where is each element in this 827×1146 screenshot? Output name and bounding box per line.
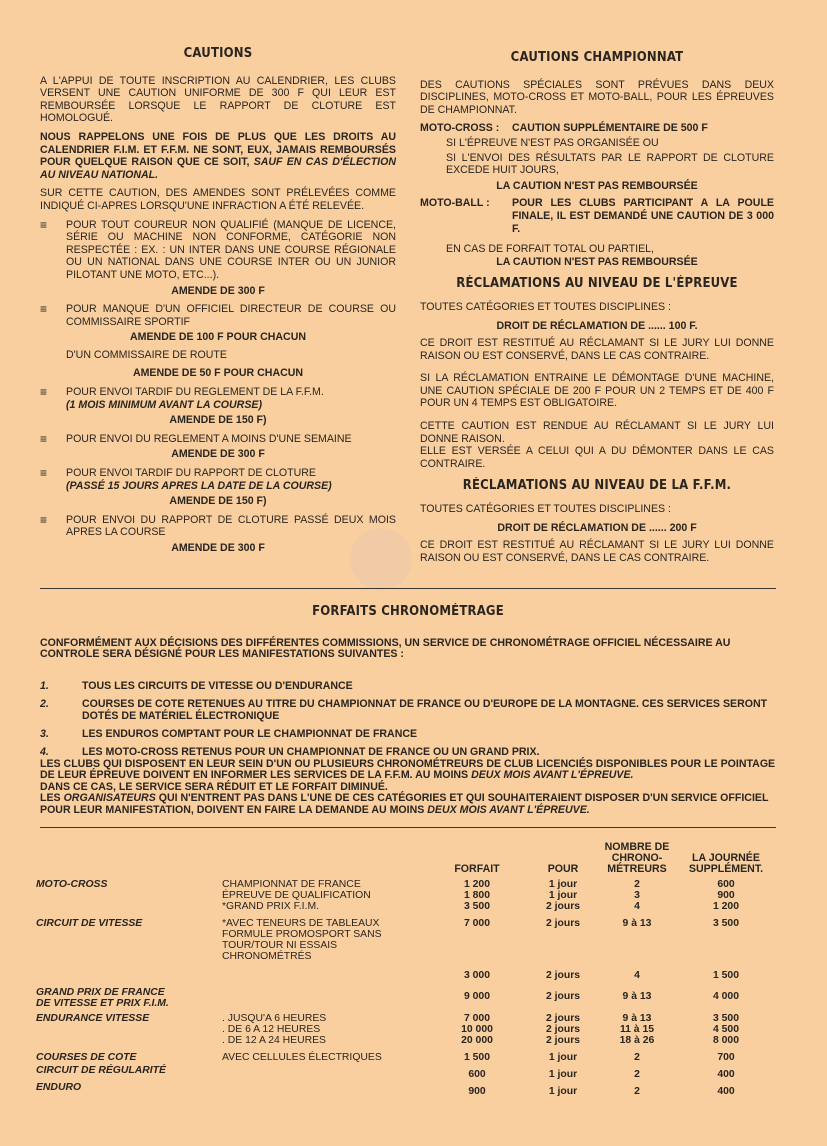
fine-amount: AMENDE DE 150 F) — [169, 495, 267, 508]
bullet-icon: ≡ — [40, 431, 48, 446]
row-journee: 1 500 — [712, 970, 739, 981]
forfaits-title: FORFAITS CHRONOMÉTRAGE — [312, 604, 504, 619]
moto-cross-condition: SI L'ÉPREUVE N'EST PAS ORGANISÉE OU — [446, 136, 659, 149]
row-forfait: 1 500 — [463, 1052, 490, 1063]
fine-item: ≡ POUR ENVOI DU REGLEMENT A MOINS D'UNE SEMAINE — [40, 431, 352, 446]
row-nombre: 2 — [634, 1069, 640, 1080]
header-journee: LA JOURNÉE SUPPLÉMENT. — [688, 852, 764, 875]
cautions-intro: A L'APPUI DE TOUTE INSCRIPTION AU CALENDRIER, LES CLUBS VERSENT UNE CAUTION UNIFORME DE 300 F QUI LEUR EST REMBOURSÉE LORSQUE LE RAPPORT DE CLOTURE EST HOMOLOGUÉ. — [40, 74, 396, 125]
row-description: . JUSQU'A 6 HEURES . DE 6 A 12 HEURES . DE 12 A 24 HEURES — [222, 1013, 327, 1046]
fine-item: ≡ POUR TOUT COUREUR NON QUALIFIÉ (MANQUE DE LICENCE, SÉRIE OU MACHINE NON CONFORME, CATÉGORIE NON RESPECTÉE : EX. : UN INTER DANS UNE COURSE RÉGIONALE OU UN NATIONAL DANS UNE COURSE INTER OU UN JUNIOR PILOTANT UNE MOTO, ETC...). — [40, 217, 396, 281]
row-category: CIRCUIT DE VITESSE — [36, 918, 143, 929]
reclamations-epreuve-title: RÉCLAMATIONS AU NIVEAU DE L'ÉPREUVE — [456, 276, 738, 292]
reclamations-text: CETTE CAUTION EST RENDUE AU RÉCLAMANT SI LE JURY LUI DONNE RAISON. — [420, 420, 774, 445]
row-category: COURSES DE COTE — [36, 1052, 137, 1063]
row-nombre: 2 3 4 — [634, 879, 640, 912]
table-row — [36, 1046, 780, 1063]
reclamations-text: TOUTES CATÉGORIES ET TOUTES DISCIPLINES : — [420, 503, 671, 516]
fine-amount: AMENDE DE 300 F — [171, 284, 265, 297]
row-nombre: 4 — [634, 970, 640, 981]
reclamation-fee: DROIT DE RÉCLAMATION DE ...... 100 F. — [496, 319, 698, 332]
moto-cross-row: MOTO-CROSS : CAUTION SUPPLÉMENTAIRE DE 500 F — [420, 122, 708, 135]
fees-table — [36, 842, 780, 1097]
row-description — [222, 981, 430, 1009]
row-description: CHAMPIONNAT DE FRANCE ÉPREUVE DE QUALIFICATION *GRAND PRIX F.I.M. — [222, 879, 371, 912]
table-row — [36, 981, 780, 1009]
fine-item: ≡ POUR ENVOI TARDIF DU RAPPORT DE CLOTURE (PASSÉ 15 JOURS APRES LA DATE DE LA COURSE) — [40, 466, 332, 492]
row-category: CIRCUIT DE RÉGULARITÉ — [36, 1065, 166, 1076]
row-journee: 4 000 — [712, 991, 739, 1002]
row-description: AVEC CELLULES ÉLECTRIQUES — [222, 1052, 382, 1063]
row-journee: 400 — [717, 1086, 735, 1097]
header-forfait: FORFAIT — [454, 863, 500, 875]
header-nombre: NOMBRE DE CHRONO-MÉTREURS — [604, 841, 670, 875]
row-category: GRAND PRIX DE FRANCE DE VITESSE ET PRIX F.I.M. — [36, 987, 169, 1009]
row-description — [222, 1080, 430, 1097]
reclamations-text: SI LA RÉCLAMATION ENTRAINE LE DÉMONTAGE D'UNE MACHINE, UNE CAUTION SPÉCIALE DE 200 F POUR UN 2 TEMPS ET DE 400 F POUR UN 4 TEMPS EST OBLIGATOIRE. — [420, 372, 774, 410]
table-row — [36, 962, 780, 981]
row-pour: 2 jours — [545, 991, 581, 1002]
row-description: *AVEC TENEURS DE TABLEAUX FORMULE PROMOSPORT SANS TOUR/TOUR NI ESSAIS CHRONOMÉTRÉS — [222, 918, 382, 962]
bullet-icon: ≡ — [40, 302, 48, 317]
row-journee: 3 500 4 500 8 000 — [712, 1013, 739, 1046]
list-item: 1. TOUS LES CIRCUITS DE VITESSE OU D'ENDURANCE — [40, 680, 353, 692]
row-category: ENDURANCE VITESSE — [36, 1013, 150, 1024]
row-pour: 1 jour 1 jour 2 jours — [545, 879, 581, 912]
bullet-icon: ≡ — [40, 385, 48, 400]
reclamations-text: ELLE EST VERSÉE A CELUI QUI A DU DÉMONTER DANS LE CAS CONTRAIRE. — [420, 445, 774, 470]
row-nombre: 2 — [634, 1086, 640, 1097]
championnat-intro: DES CAUTIONS SPÉCIALES SONT PRÉVUES DANS DEUX DISCIPLINES, MOTO-CROSS ET MOTO-BALL, POUR LES ÉPREUVES DE CHAMPIONNAT. — [420, 78, 774, 116]
row-nombre: 9 à 13 — [622, 918, 652, 929]
row-category — [36, 962, 222, 981]
forfait-note-bold: LA CAUTION N'EST PAS REMBOURSÉE — [496, 255, 698, 268]
fine-amount: AMENDE DE 300 F — [171, 448, 265, 461]
row-pour: 2 jours — [545, 918, 581, 929]
row-forfait: 7 000 10 000 20 000 — [461, 1013, 493, 1046]
reclamations-text: CE DROIT EST RESTITUÉ AU RÉCLAMANT SI LE JURY LUI DONNE RAISON OU EST CONSERVÉ, DANS LE CAS CONTRAIRE. — [420, 539, 774, 564]
row-nombre: 9 à 13 — [622, 991, 652, 1002]
cautions-title: CAUTIONS — [183, 46, 253, 61]
moto-cross-note: LA CAUTION N'EST PAS REMBOURSÉE — [496, 179, 698, 192]
reclamations-text: TOUTES CATÉGORIES ET TOUTES DISCIPLINES : — [420, 300, 671, 313]
forfait-note: EN CAS DE FORFAIT TOTAL OU PARTIEL, — [446, 243, 654, 256]
row-journee: 700 — [717, 1052, 735, 1063]
moto-ball-row: MOTO-BALL : POUR LES CLUBS PARTICIPANT A LA POULE FINALE, IL EST DEMANDÉ UNE CAUTION DE 3 000 F. — [420, 197, 774, 235]
divider — [40, 588, 776, 589]
list-item: 3. LES ENDUROS COMPTANT POUR LE CHAMPIONNAT DE FRANCE — [40, 728, 418, 740]
moto-cross-condition: SI L'ENVOI DES RÉSULTATS PAR LE RAPPORT DE CLOTURE EXCEDE HUIT JOURS, — [446, 151, 774, 177]
table-header-row — [36, 842, 780, 879]
table-row — [36, 912, 780, 962]
reclamations-ffm-title: RÉCLAMATIONS AU NIVEAU DE LA F.F.M. — [462, 478, 732, 494]
fine-amount: AMENDE DE 150 F) — [169, 414, 267, 427]
row-forfait: 7 000 — [463, 918, 490, 929]
cautions-amendes-intro: SUR CETTE CAUTION, DES AMENDES SONT PRÉLEVÉES COMME INDIQUÉ CI-APRES LORSQU'UNE INFRACTION A ÉTÉ RELEVÉE. — [40, 187, 396, 212]
row-forfait: 9 000 — [463, 991, 490, 1002]
row-pour: 1 jour — [548, 1086, 578, 1097]
row-category: MOTO-CROSS — [36, 879, 108, 890]
fine-amount: AMENDE DE 100 F POUR CHACUN — [130, 331, 306, 344]
list-item: 4. LES MOTO-CROSS RETENUS POUR UN CHAMPIONNAT DE FRANCE OU UN GRAND PRIX. — [40, 746, 540, 758]
fine-item: ≡ POUR MANQUE D'UN OFFICIEL DIRECTEUR DE COURSE OU COMMISSAIRE SPORTIF — [40, 302, 396, 328]
row-description — [222, 962, 430, 981]
row-pour: 2 jours — [545, 970, 581, 981]
table-row — [36, 1009, 780, 1046]
fine-item: ≡ POUR ENVOI DU RAPPORT DE CLOTURE PASSÉ DEUX MOIS APRES LA COURSE — [40, 512, 396, 539]
fine-item-text: D'UN COMMISSAIRE DE ROUTE — [66, 348, 227, 361]
row-forfait: 1 200 1 800 3 500 — [463, 879, 490, 912]
fine-amount: AMENDE DE 300 F — [171, 542, 265, 554]
reclamation-fee: DROIT DE RÉCLAMATION DE ...... 200 F — [497, 521, 697, 534]
table-row — [36, 1080, 780, 1097]
cautions-championnat-section — [420, 52, 774, 570]
divider — [40, 827, 776, 828]
forfaits-intro: CONFORMÉMENT AUX DÉCISIONS DES DIFFÉRENTES COMMISSIONS, UN SERVICE DE CHRONOMÉTRAGE OFFICIEL NÉCESSAIRE AU CONTROLE SERA DÉSIGNÉ POUR LES MANIFESTATIONS SUIVANTES : — [40, 637, 731, 661]
row-forfait: 600 — [468, 1069, 486, 1080]
table-row — [36, 879, 780, 912]
row-journee: 600 900 1 200 — [712, 879, 739, 912]
row-nombre: 9 à 13 11 à 15 18 à 26 — [619, 1013, 655, 1046]
bullet-icon: ≡ — [40, 466, 48, 481]
row-pour: 1 jour — [548, 1052, 578, 1063]
bullet-icon: ≡ — [40, 217, 48, 232]
row-forfait: 3 000 — [463, 970, 490, 981]
cautions-section — [40, 48, 396, 560]
fine-amount: AMENDE DE 50 F POUR CHACUN — [132, 367, 304, 380]
row-pour: 1 jour — [548, 1069, 578, 1080]
row-journee: 3 500 — [712, 918, 739, 929]
championnat-title: CAUTIONS CHAMPIONNAT — [510, 50, 684, 65]
bullet-icon: ≡ — [40, 512, 48, 527]
reclamations-text: CE DROIT EST RESTITUÉ AU RÉCLAMANT SI LE JURY LUI DONNE RAISON OU EST CONSERVÉ, DANS LE CAS CONTRAIRE. — [420, 337, 774, 362]
row-category: ENDURO — [36, 1082, 82, 1093]
list-item: 2. COURSES DE COTE RETENUES AU TITRE DU CHAMPIONNAT DE FRANCE OU D'EUROPE DE LA MONTAGNE. CES SERVICES SERONT DOTÉS DE MATÉRIEL ÉLECTRONIQUE — [40, 698, 768, 722]
header-pour: POUR — [547, 863, 579, 875]
row-description — [222, 1063, 430, 1080]
fine-item: ≡ POUR ENVOI TARDIF DU REGLEMENT DE LA F.F.M. (1 MOIS MINIMUM AVANT LA COURSE) — [40, 385, 324, 411]
row-nombre: 2 — [634, 1052, 640, 1063]
table-row — [36, 1063, 780, 1080]
row-pour: 2 jours 2 jours 2 jours — [545, 1013, 581, 1046]
row-forfait: 900 — [468, 1086, 486, 1097]
cautions-reminder: NOUS RAPPELONS UNE FOIS DE PLUS QUE LES DROITS AU CALENDRIER F.I.M. ET F.F.M. NE SONT, EUX, JAMAIS REMBOURSÉS POUR QUELQUE RAISON QUE CE SOIT, SAUF EN CAS D'ÉLECTION AU NIVEAU NATIONAL. — [40, 130, 396, 181]
forfaits-paragraph: LES CLUBS QUI DISPOSENT EN LEUR SEIN D'UN OU PLUSIEURS CHRONOMÉTREURS DE CLUB LICENCIÉS DISPONIBLES POUR LE POINTAGE DE LEUR ÉPREUVE DOIVENT EN INFORMER LES SERVICES DE LA F.F.M. AU MOINS DEUX MOIS AVANT L'ÉPREUVE. DANS CE CAS, LE SERVICE SERA RÉDUIT ET LE FORFAIT DIMINUÉ. LES ORGANISATEURS QUI N'ENTRENT PAS DANS L'UNE DE CES CATÉGORIES ET QUI SOUHAITERAIENT DISPOSER D'UN SERVICE OFFICIEL POUR LEUR MANIFESTATION, DOIVENT EN FAIRE LA DEMANDE AU MOINS DEUX MOIS AVANT L'ÉPREUVE. — [40, 758, 776, 816]
row-journee: 400 — [717, 1069, 735, 1080]
forfaits-list — [40, 680, 776, 764]
